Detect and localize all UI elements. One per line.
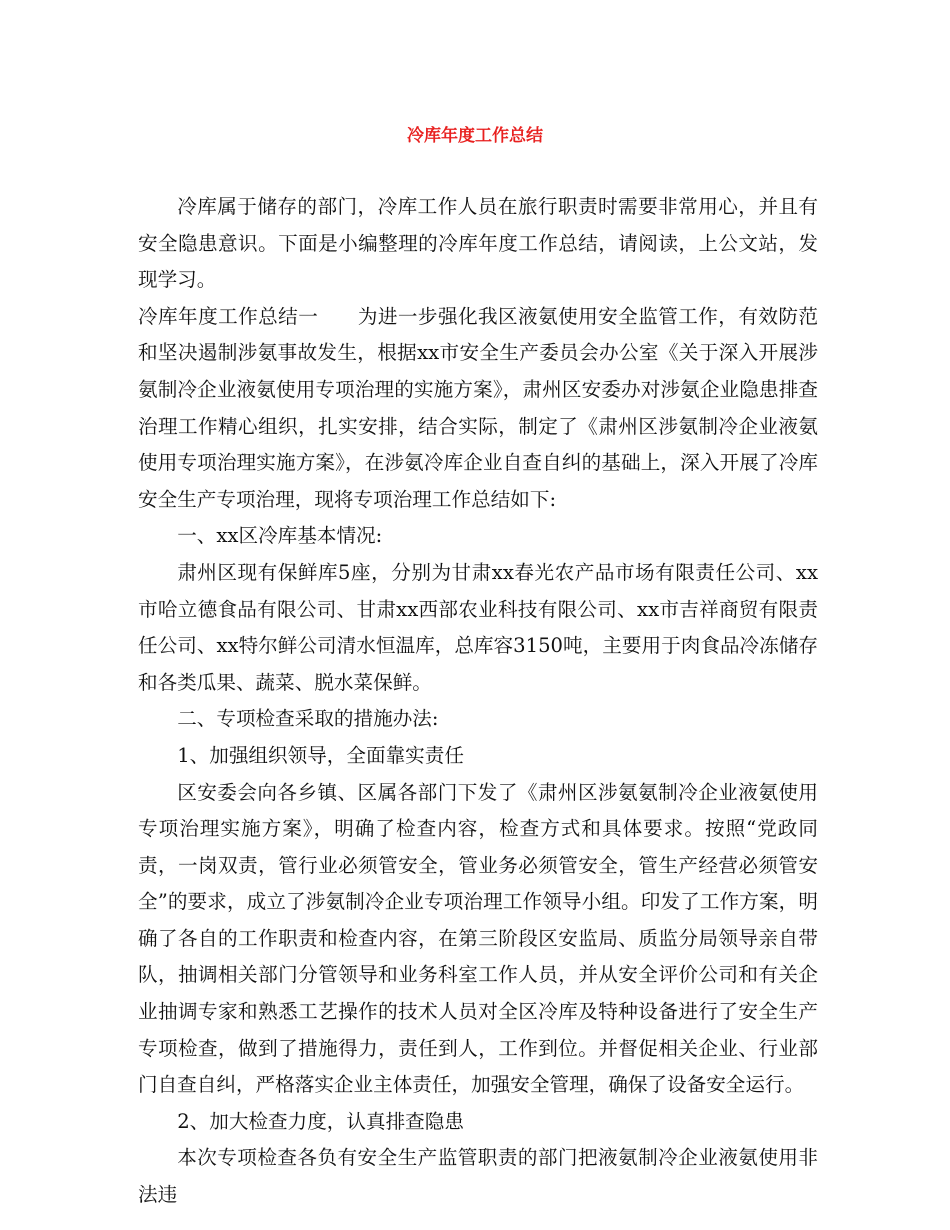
section-intro-text: 为进一步强化我区液氨使用安全监管工作，有效防范和坚决遏制涉氨事故发生，根据xx市安全生产委员会办公室《关于深入开展涉氨制冷企业液氨使用专项治理的实施方案》，肃州区安委办对涉氨企业隐患排查治理工作精心组织，扎实安排，结合实际，制定了《肃州区涉氨制冷企业液氨使用专项治理实施方案》，在涉氨冷库企业自查自纠的基础上，深入开展了冷库安全生产专项治理，现将专项治理工作总结如下: — [138, 304, 819, 511]
heading-basic-situation: 一、xx区冷库基本情况: — [177, 524, 383, 548]
document-body — [138, 189, 818, 1214]
section-subtitle: 冷库年度工作总结一 — [138, 304, 319, 328]
organization-paragraph: 区安委会向各乡镇、区属各部门下发了《肃州区涉氨氨制冷企业液氨使用专项治理实施方案》，明确了检查内容，检查方式和具体要求。按照“党政同责，一岗双责，管行业必须管安全，管业务必须管安全，管生产经营必须管安全”的要求，成立了涉氨制冷企业专项治理工作领导小组。印发了工作方案，明确了各自的工作职责和检查内容，在第三阶段区安监局、质监分局领导亲自带队，抽调相关部门分管领导和业务科室工作人员，并从安全评价公司和有关企业抽调专家和熟悉工艺操作的技术人员对全区冷库及特种设备进行了安全生产专项检查，做到了措施得力，责任到人，工作到位。并督促相关企业、行业部门自查自纠，严格落实企业主体责任，加强安全管理，确保了设备安全运行。 — [138, 780, 818, 1097]
document-title: 冷库年度工作总结 — [407, 126, 543, 146]
heading-measures: 二、专项检查采取的措施办法: — [177, 707, 439, 731]
intro-paragraph: 冷库属于储存的部门，冷库工作人员在旅行职责时需要非常用心，并且有安全隐患意识。下面是小编整理的冷库年度工作总结，请阅读，上公文站，发现学习。 — [138, 195, 818, 292]
heading-inspection: 2、加大检查力度，认真排查隐患 — [177, 1109, 464, 1133]
section-paragraph — [138, 299, 818, 519]
inspection-paragraph: 本次专项检查各负有安全生产监管职责的部门把液氨制冷企业液氨使用非法违 — [138, 1146, 818, 1207]
heading-organization: 1、加强组织领导，全面靠实责任 — [177, 743, 464, 767]
basic-situation-paragraph: 肃州区现有保鲜库5座，分别为甘肃xx春光农产品市场有限责任公司、xx市哈立德食品有限公司、甘肃xx西部农业科技有限公司、xx市吉祥商贸有限责任公司、xx特尔鲜公司清水恒温库，总库容3150吨，主要用于肉食品冷冻储存和各类瓜果、蔬菜、脱水菜保鲜。 — [138, 560, 818, 694]
